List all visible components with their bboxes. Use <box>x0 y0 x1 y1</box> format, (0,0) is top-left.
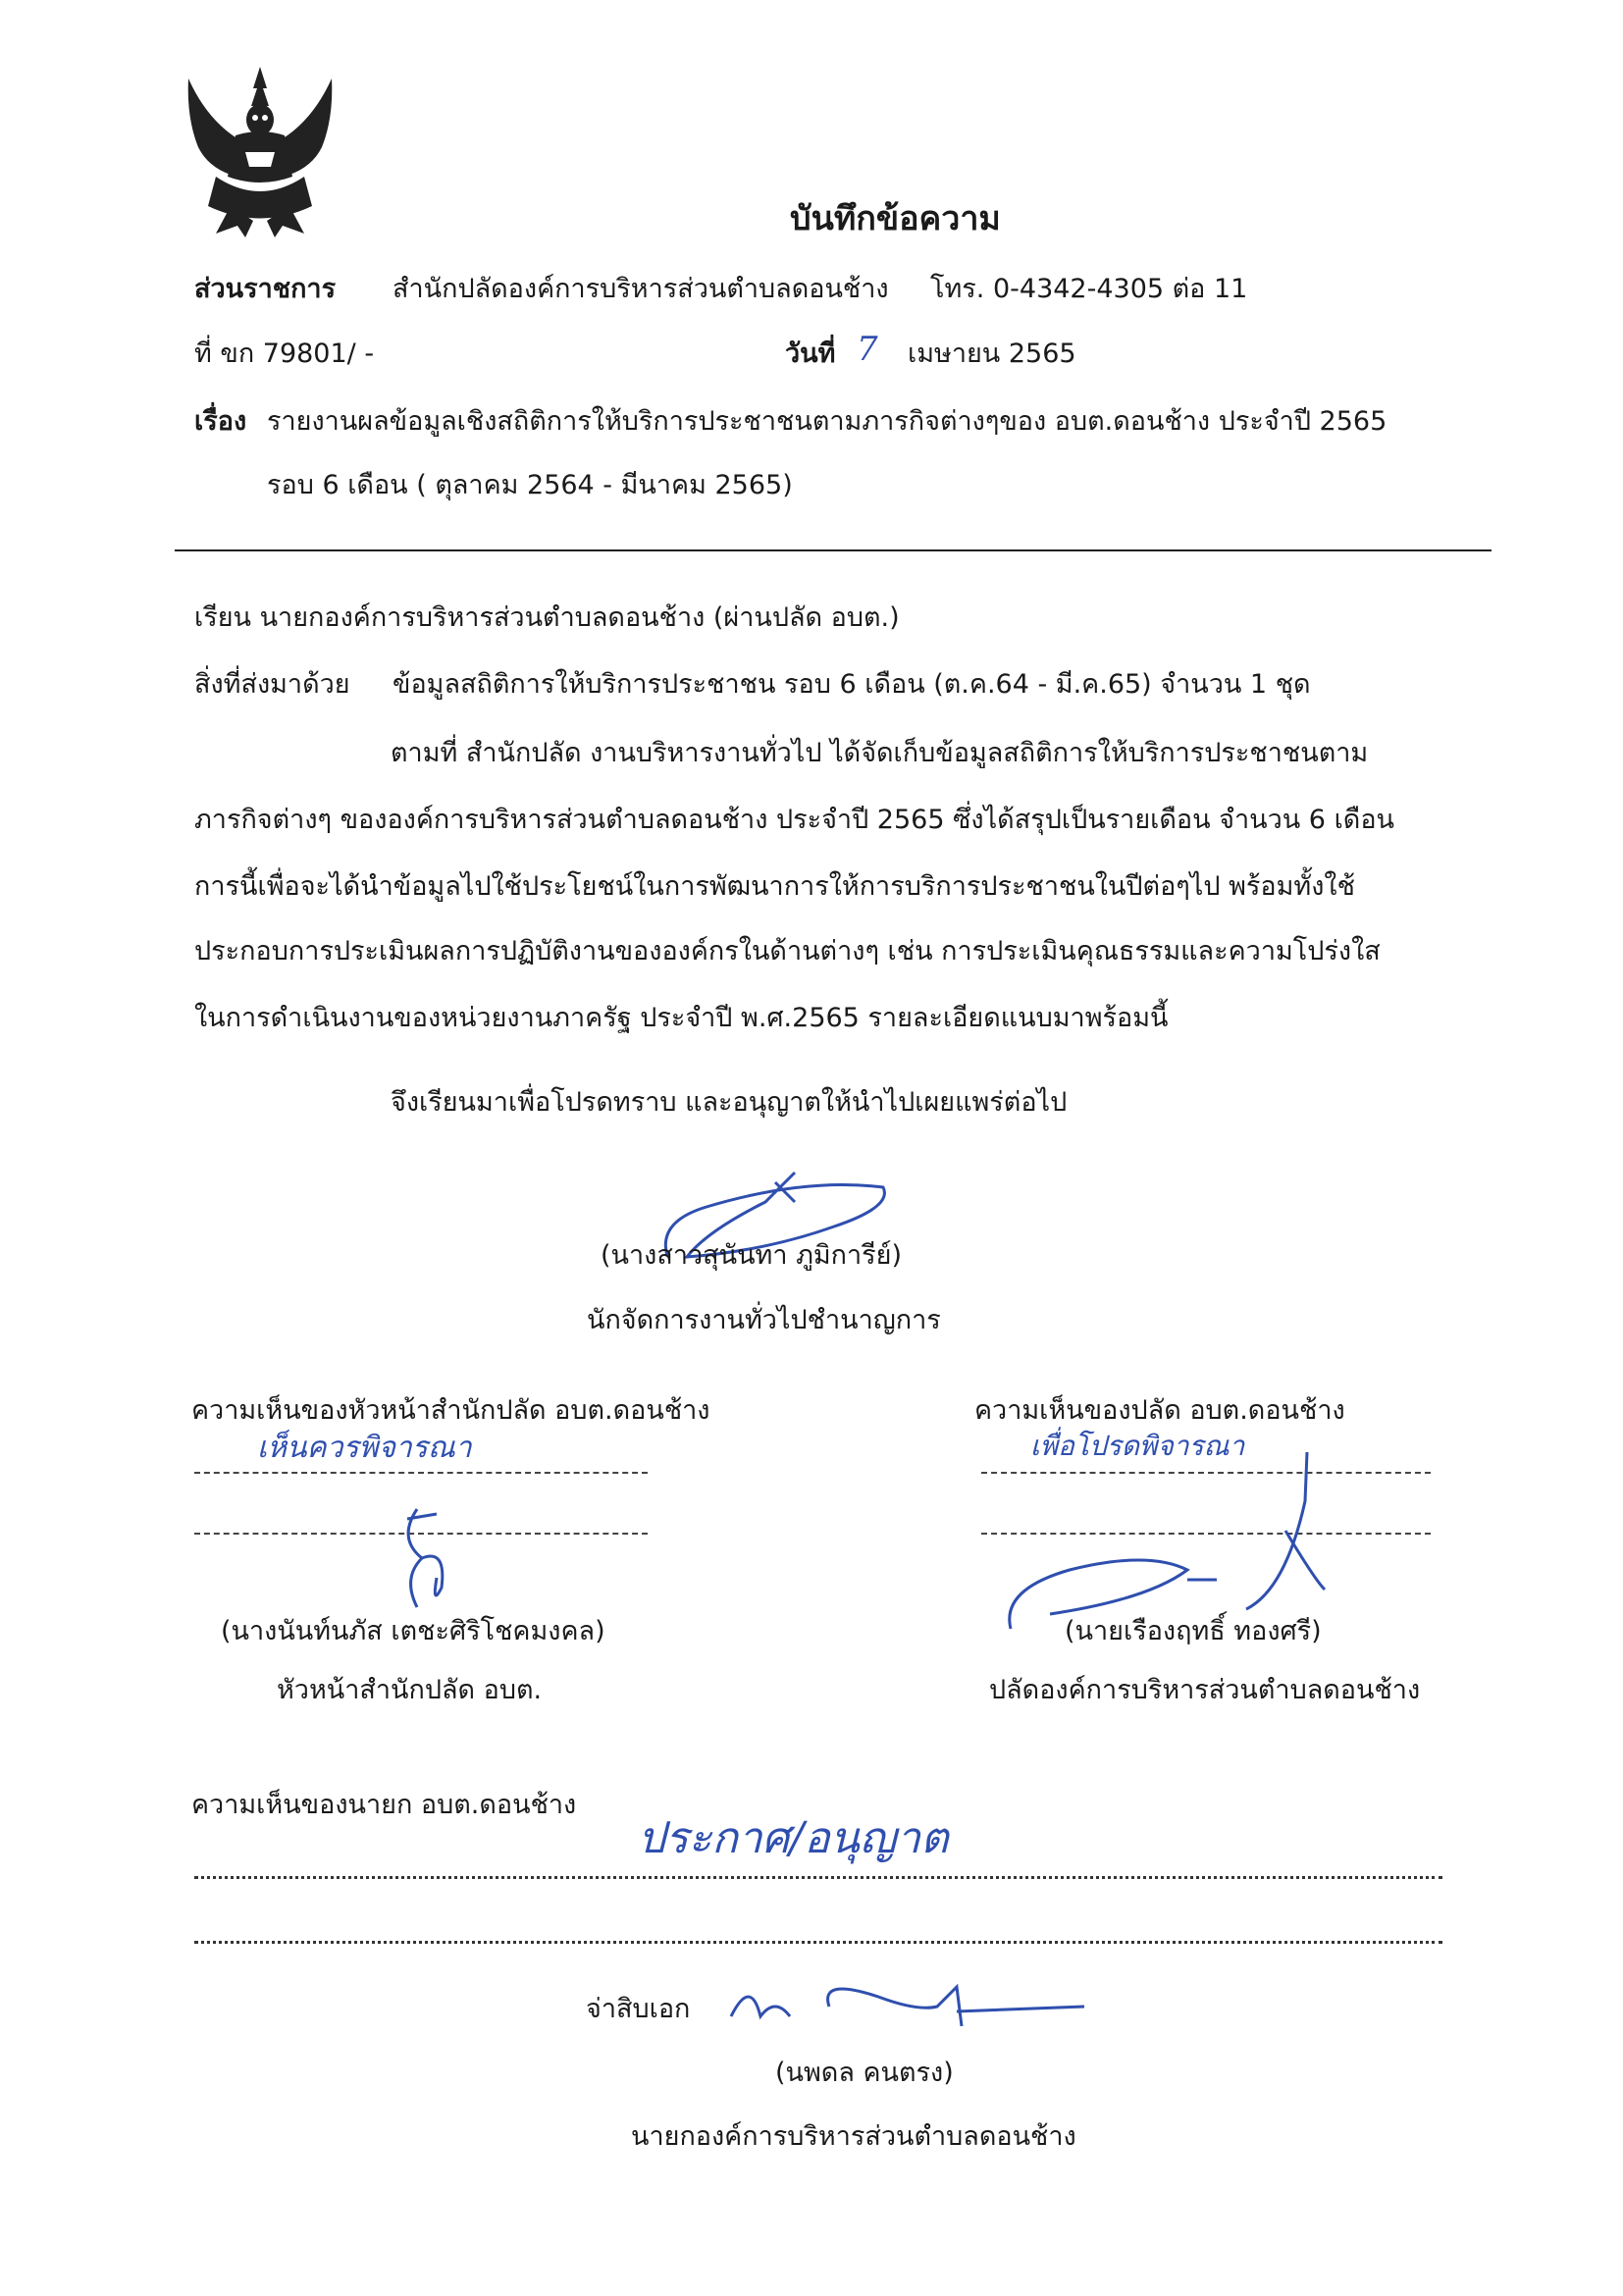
right-opinion-handwriting: เพื่อโปรดพิจารณา <box>1030 1430 1245 1462</box>
subject-label: เรื่อง <box>194 406 247 437</box>
signature-scribble <box>991 1442 1354 1639</box>
right-signer-name: (นายเรืองฤทธิ์ ทองศรี) <box>1065 1616 1322 1646</box>
garuda-emblem-icon <box>177 59 343 245</box>
phone-number: โทร. 0-4342-4305 ต่อ 11 <box>930 274 1248 304</box>
left-signer-name: (นางนันท์นภัส เตชะศิริโชคมงคล) <box>221 1616 605 1646</box>
body-paragraph-line: ตามที่ สำนักปลัด งานบริหารงานทั่วไป ได้จัดเก็บข้อมูลสถิติการให้บริการประชาชนตาม <box>391 738 1369 768</box>
mayor-opinion-handwriting: ประกาศ/อนุญาต <box>638 1813 949 1863</box>
closing-line: จึงเรียนมาเพื่อโปรดทราบ และอนุญาตให้นำไปเผยแพร่ต่อไป <box>391 1087 1068 1118</box>
left-opinion-heading: ความเห็นของหัวหน้าสำนักปลัด อบต.ดอนช้าง <box>191 1395 710 1426</box>
left-opinion-handwriting: เห็นควรพิจารณา <box>257 1431 472 1465</box>
attachment-label: สิ่งที่ส่งมาด้วย <box>194 669 350 700</box>
right-signer-position: ปลัดองค์การบริหารส่วนตำบลดอนช้าง <box>989 1675 1421 1705</box>
dotted-line <box>194 1941 1442 1944</box>
mayor-opinion-heading: ความเห็นของนายก อบต.ดอนช้าง <box>191 1790 577 1820</box>
signer-position: นักจัดการงานทั่วไปชำนาญการ <box>587 1305 941 1335</box>
left-signer-position: หัวหน้าสำนักปลัด อบต. <box>277 1675 543 1705</box>
header-divider <box>175 549 1492 551</box>
body-paragraph-line: ภารกิจต่างๆ ขององค์การบริหารส่วนตำบลดอนช้าง ประจำปี 2565 ซึ่งได้สรุปเป็นรายเดือน จำนวน 6 เดือน <box>194 805 1395 835</box>
dashed-line <box>194 1472 648 1474</box>
memo-title: บันทึกข้อความ <box>790 199 1001 238</box>
signature-scribble <box>388 1499 466 1617</box>
attachment-value: ข้อมูลสถิติการให้บริการประชาชน รอบ 6 เดือน (ต.ค.64 - มี.ค.65) จำนวน 1 ชุด <box>393 669 1311 700</box>
signature-scribble <box>721 1967 1094 2046</box>
body-paragraph-line: ประกอบการประเมินผลการปฏิบัติงานขององค์กรในด้านต่างๆ เช่น การประเมินคุณธรรมและความโปร่งใส <box>194 936 1381 966</box>
body-paragraph-line: การนี้เพื่อจะได้นำข้อมูลไปใช้ประโยชน์ในการพัฒนาการให้การบริการประชาชนในปีต่อๆไป พร้อมทั้งใช้ <box>194 871 1355 902</box>
department-value: สำนักปลัดองค์การบริหารส่วนตำบลดอนช้าง <box>393 274 889 304</box>
addressee: เรียน นายกองค์การบริหารส่วนตำบลดอนช้าง (ผ่านปลัด อบต.) <box>194 602 900 633</box>
mayor-position: นายกองค์การบริหารส่วนตำบลดอนช้าง <box>631 2121 1076 2152</box>
right-opinion-heading: ความเห็นของปลัด อบต.ดอนช้าง <box>974 1395 1345 1426</box>
date-label: วันที่ <box>785 339 836 369</box>
department-label: ส่วนราชการ <box>194 274 337 304</box>
mayor-name: (นพดล คนตรง) <box>775 2058 954 2088</box>
subject-line-1: รายงานผลข้อมูลเชิงสถิติการให้บริการประชาชนตามภารกิจต่างๆของ อบต.ดอนช้าง ประจำปี 2565 <box>267 406 1387 437</box>
date-month-year: เมษายน 2565 <box>908 339 1076 369</box>
mayor-rank: จ่าสิบเอก <box>586 1994 691 2024</box>
reference-number: ที่ ขก 79801/ - <box>194 339 375 369</box>
dotted-line <box>194 1876 1442 1879</box>
signer-name: (นางสาวสุนันทา ภูมิการีย์) <box>601 1240 903 1271</box>
date-day-handwritten: 7 <box>857 330 878 369</box>
body-paragraph-line: ในการดำเนินงานของหน่วยงานภาครัฐ ประจำปี พ.ศ.2565 รายละเอียดแนบมาพร้อมนี้ <box>194 1003 1169 1033</box>
subject-line-2: รอบ 6 เดือน ( ตุลาคม 2564 - มีนาคม 2565) <box>267 470 793 500</box>
